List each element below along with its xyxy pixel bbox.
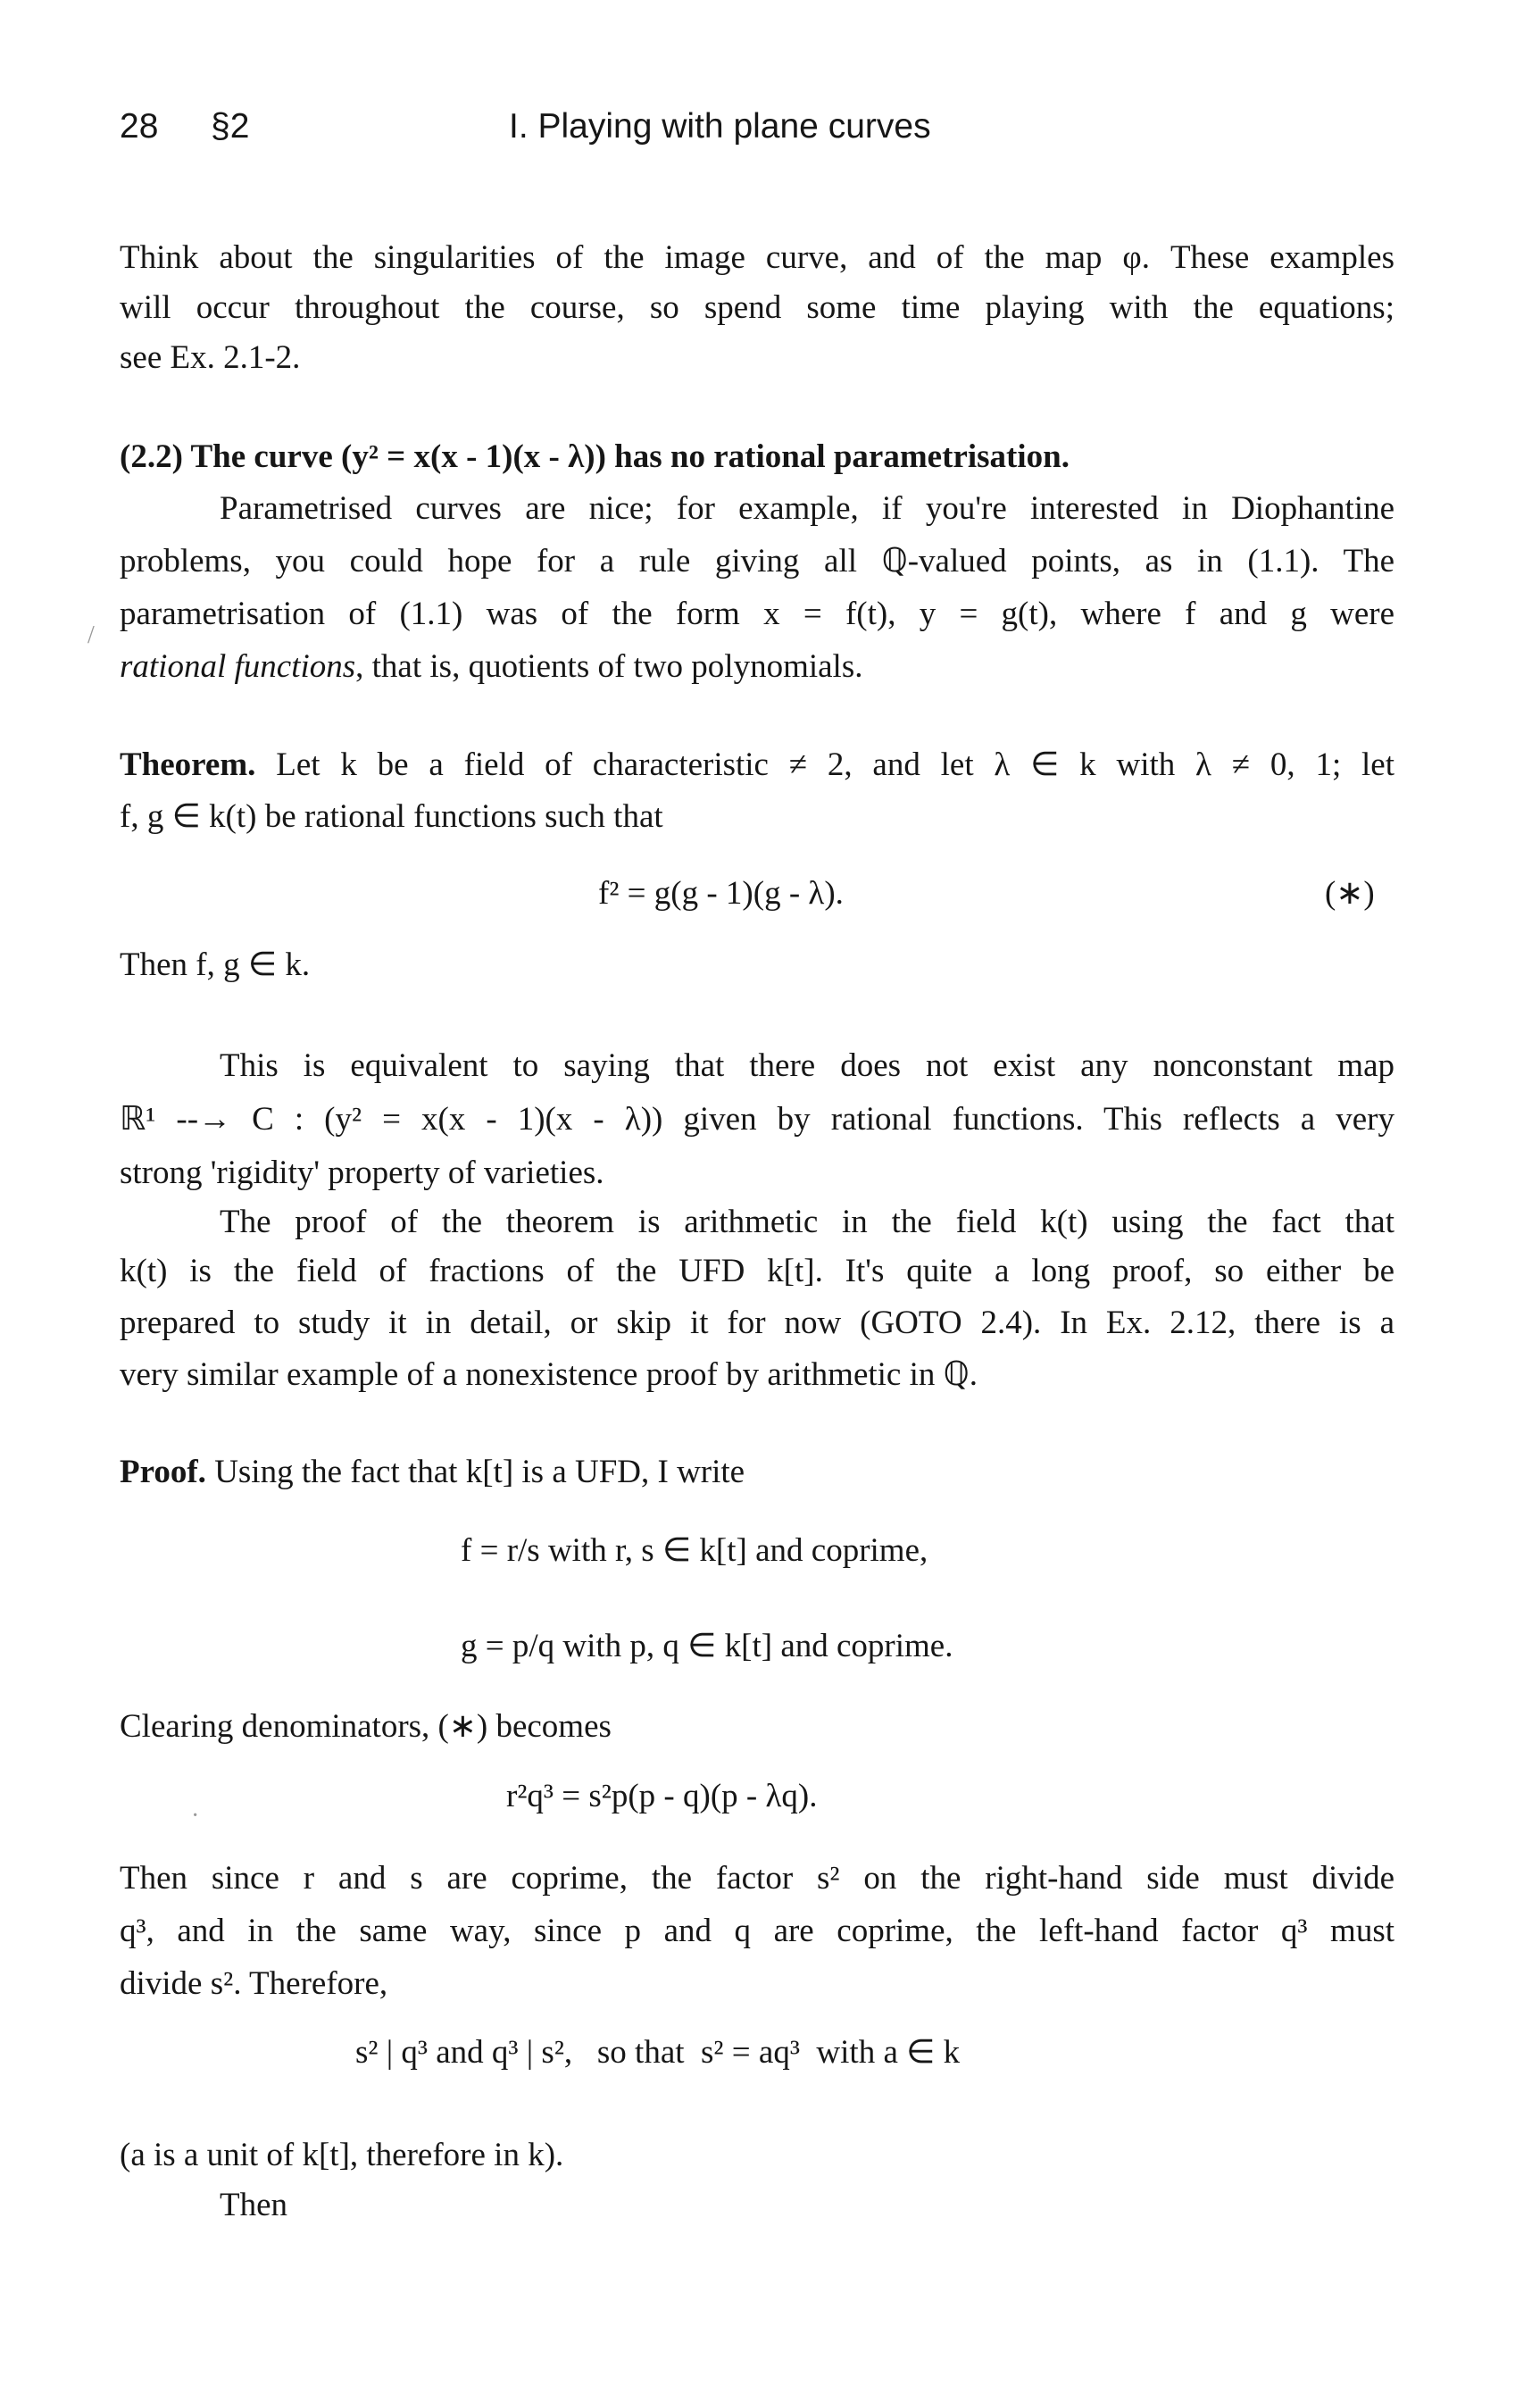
text-line <box>120 650 863 683</box>
text-fragment: , that is, quotients of two polynomials. <box>355 648 863 685</box>
text-line: problems, you could hope for a rule giving all ℚ-valued points, as in (1.1). The <box>120 543 1394 579</box>
text-line: k(t) is the field of fractions of the UFD k[t]. It's quite a long proof, so either be <box>120 1253 1394 1289</box>
text-line: will occur throughout the course, so spend some time playing with the equations; <box>120 289 1394 326</box>
text-line: Parametrised curves are nice; for example, if you're interested in Diophantine <box>220 490 1394 527</box>
text-line: Then since r and s are coprime, the factor s² on the right-hand side must divide <box>120 1860 1394 1897</box>
section-mark: §2 <box>211 107 250 146</box>
text-line: Think about the singularities of the image curve, and of the map φ. These examples <box>120 239 1394 276</box>
text-line: divide s². Therefore, <box>120 1965 388 2002</box>
section-heading: (2.2) The curve (y² = x(x - 1)(x - λ)) has no rational parametrisation. <box>120 438 1070 475</box>
proof-intro <box>120 1455 745 1488</box>
text-line: q³, and in the same way, since p and q are coprime, the left-hand factor q³ must <box>120 1913 1394 1949</box>
text-line: parametrisation of (1.1) was of the form x = f(t), y = g(t), where f and g were <box>120 596 1394 632</box>
text-line: Then <box>220 2187 288 2223</box>
equation-g: g = p/q with p, q ∈ k[t] and coprime. <box>461 1628 953 1664</box>
theorem-line <box>120 748 1394 781</box>
text-line: strong 'rigidity' property of varieties. <box>120 1155 604 1191</box>
theorem-label: Theorem. <box>120 746 256 783</box>
proof-label: Proof. <box>120 1454 206 1490</box>
text-line: see Ex. 2.1-2. <box>120 339 301 376</box>
text-line: ℝ¹ --→ C : (y² = x(x - 1)(x - λ)) given by rational functions. This reflects a very <box>120 1101 1394 1138</box>
text-line: Clearing denominators, (∗) becomes <box>120 1708 612 1745</box>
equation-tag: (∗) <box>1325 875 1375 912</box>
scan-speck: / <box>87 621 95 649</box>
text-line: f, g ∈ k(t) be rational functions such that <box>120 798 663 835</box>
equation-cleared: r²q³ = s²p(p - q)(p - λq). <box>506 1778 818 1814</box>
text-fragment: Using the fact that k[t] is a UFD, I write <box>214 1454 745 1490</box>
text-fragment: Let k be a field of characteristic ≠ 2, and let λ ∈ k with λ ≠ 0, 1; let <box>276 746 1394 783</box>
equation-divides: s² | q³ and q³ | s², so that s² = aq³ with a ∈ k <box>355 2034 961 2071</box>
text-line: The proof of the theorem is arithmetic in the field k(t) using the fact that <box>220 1204 1394 1240</box>
text-line: very similar example of a nonexistence proof by arithmetic in ℚ. <box>120 1356 978 1393</box>
text-line: This is equivalent to saying that there does not exist any nonconstant map <box>220 1047 1394 1084</box>
text-line: (a is a unit of k[t], therefore in k). <box>120 2137 564 2173</box>
page-number: 28 <box>120 107 159 146</box>
text-line: prepared to study it in detail, or skip it for now (GOTO 2.4). In Ex. 2.12, there is a <box>120 1305 1394 1341</box>
chapter-title: I. Playing with plane curves <box>509 107 931 146</box>
scan-speck: · <box>191 1802 200 1830</box>
theorem-equation: f² = g(g - 1)(g - λ). <box>598 875 844 912</box>
theorem-conclusion: Then f, g ∈ k. <box>120 946 311 983</box>
italic-term: rational functions <box>120 648 356 685</box>
equation-f: f = r/s with r, s ∈ k[t] and coprime, <box>461 1532 928 1569</box>
